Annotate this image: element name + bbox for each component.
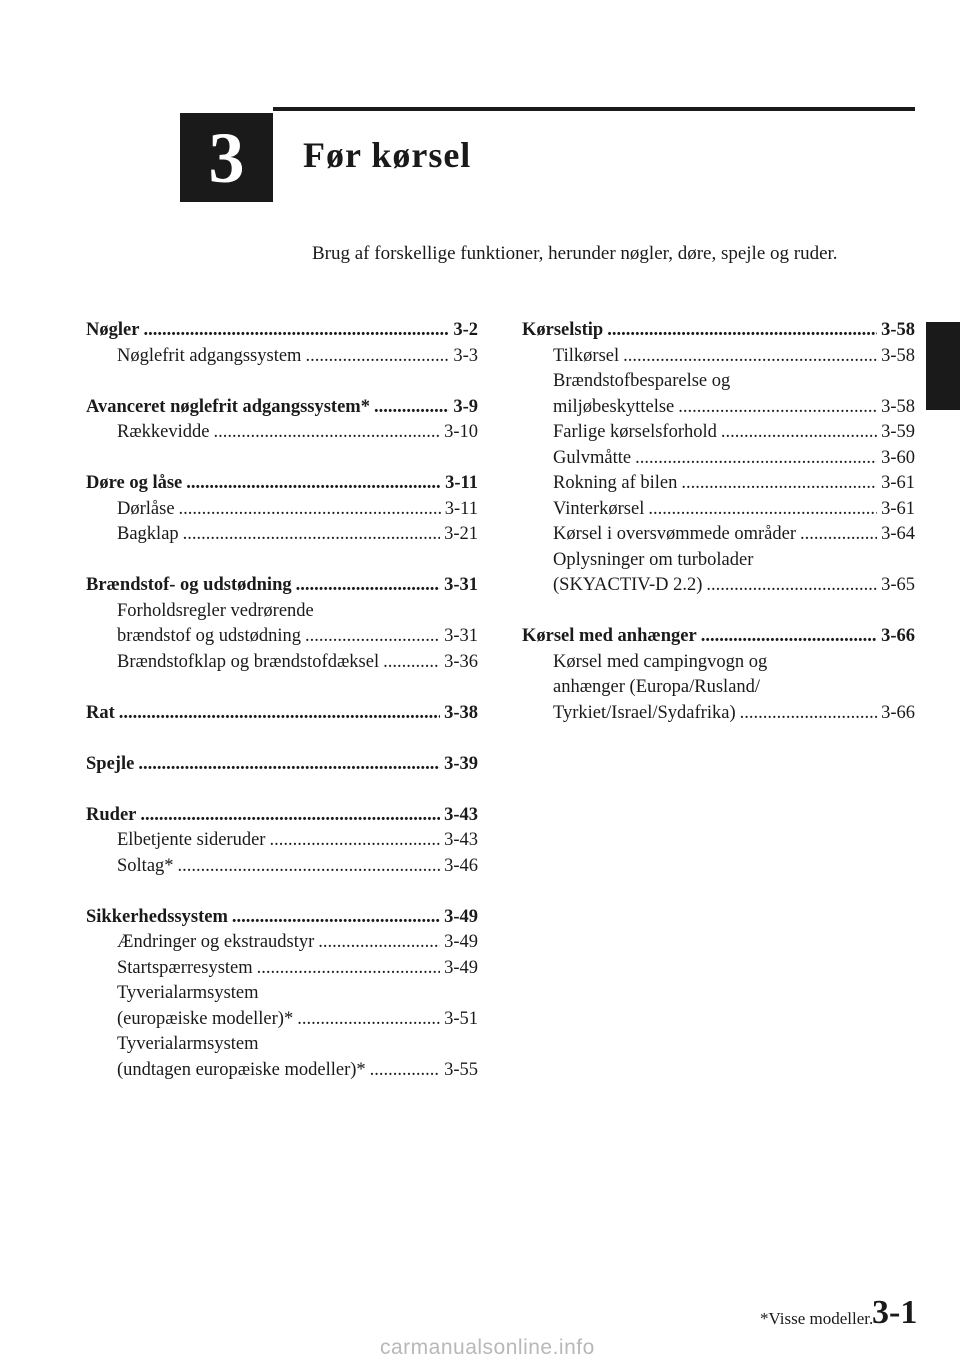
toc-page-number: 3-61: [881, 473, 915, 493]
toc-page-number: 3-55: [444, 1059, 478, 1080]
page-number: 3-1: [872, 1294, 918, 1331]
toc-label: Rækkevidde: [117, 422, 210, 442]
toc-heading[interactable]: [86, 573, 478, 599]
toc-page-number: 3-46: [444, 855, 478, 876]
toc-page-number: 3-11: [445, 473, 478, 493]
toc-page-number: 3-65: [881, 575, 915, 595]
toc-label: brændstof og udstødning: [117, 626, 301, 646]
toc-label: anhænger (Europa/Rusland/: [553, 677, 761, 697]
toc-section: [86, 318, 478, 369]
toc-label: Bagklap: [117, 524, 179, 544]
toc-heading[interactable]: [86, 395, 478, 421]
toc-label: Dørlåse: [117, 498, 175, 519]
toc-entry[interactable]: [86, 1058, 478, 1084]
toc-label: miljøbeskyttelse: [553, 396, 675, 417]
dot-leader: [681, 471, 877, 497]
toc-entry[interactable]: [522, 471, 915, 497]
toc-heading[interactable]: [86, 752, 478, 778]
toc-page-number: 3-3: [453, 345, 478, 366]
dot-leader: [318, 930, 440, 956]
toc-left-column: [86, 318, 478, 1109]
toc-label: (SKYACTIV-D 2.2): [553, 575, 703, 595]
toc-entry[interactable]: [522, 446, 915, 472]
toc-entry[interactable]: [86, 930, 478, 956]
toc-section: [86, 905, 478, 1084]
toc-entry[interactable]: [86, 1007, 478, 1033]
toc-entry[interactable]: [86, 497, 478, 523]
toc-label: Nøglefrit adgangssystem: [117, 345, 302, 366]
dot-leader: [701, 624, 877, 650]
toc-section: [86, 752, 478, 778]
toc-label: Sikkerhedssystem: [86, 906, 228, 927]
toc-label: Tyverialarmsystem: [117, 983, 259, 1003]
toc-page-number: 3-38: [444, 702, 478, 723]
toc-label: Brændstofbesparelse og: [553, 371, 731, 391]
toc-page-number: 3-58: [881, 320, 915, 340]
toc-label: Rat: [86, 702, 115, 723]
toc-entry[interactable]: [86, 828, 478, 854]
toc-heading[interactable]: [86, 701, 478, 727]
dot-leader: [370, 1058, 440, 1084]
toc-page-number: 3-59: [881, 422, 915, 442]
toc-label: Avanceret nøglefrit adgangssystem*: [86, 396, 370, 417]
toc-page-number: 3-58: [881, 396, 915, 417]
dot-leader: [305, 624, 440, 650]
toc-page-number: 3-49: [444, 957, 478, 978]
toc-page-number: 3-60: [881, 447, 915, 468]
toc-label: Tilkørsel: [553, 345, 620, 366]
toc-right-column: [522, 318, 915, 752]
toc-heading[interactable]: [522, 624, 915, 650]
dot-leader: [232, 905, 440, 931]
toc-section: [86, 471, 478, 548]
toc-label: Brændstofklap og brændstofdæksel: [117, 651, 380, 672]
toc-entry[interactable]: [86, 522, 478, 548]
dot-leader: [119, 701, 440, 727]
toc-entry[interactable]: [522, 395, 915, 421]
toc-heading[interactable]: [86, 471, 478, 497]
toc-label: (undtagen europæiske modeller)*: [117, 1059, 366, 1080]
dot-leader: [186, 471, 441, 497]
toc-label: Døre og låse: [86, 473, 183, 493]
toc-label: (europæiske modeller)*: [117, 1008, 294, 1029]
toc-section: [86, 803, 478, 880]
title-rule: [273, 107, 915, 111]
toc-entry[interactable]: [522, 522, 915, 548]
toc-entry: [522, 650, 915, 676]
toc-page-number: 3-31: [444, 626, 478, 646]
toc-page-number: 3-11: [444, 498, 478, 519]
dot-leader: [296, 573, 440, 599]
toc-label: Rokning af bilen: [553, 473, 678, 493]
toc-page-number: 3-36: [444, 651, 478, 672]
toc-entry[interactable]: [86, 650, 478, 676]
toc-label: Kørsel med anhænger: [522, 626, 697, 646]
toc-entry[interactable]: [86, 344, 478, 370]
toc-label: Vinterkørsel: [553, 498, 645, 519]
dot-leader: [143, 318, 449, 344]
toc-page-number: 3-49: [444, 932, 478, 952]
footnote: *Visse modeller.: [760, 1309, 874, 1328]
toc-entry[interactable]: [522, 701, 915, 727]
dot-leader: [623, 344, 877, 370]
chapter-title: Før kørsel: [303, 135, 472, 175]
toc-page-number: 3-10: [444, 422, 478, 442]
dot-leader: [607, 318, 877, 344]
toc-section: [522, 318, 915, 599]
toc-label: Gulvmåtte: [553, 447, 632, 468]
toc-heading[interactable]: [522, 318, 915, 344]
section-side-tab: [926, 322, 960, 410]
toc-label: Spejle: [86, 753, 135, 774]
toc-label: Forholdsregler vedrørende: [117, 600, 314, 621]
toc-entry: [86, 1032, 478, 1058]
toc-page-number: 3-66: [881, 626, 915, 646]
toc-page-number: 3-66: [881, 702, 915, 723]
toc-page-number: 3-49: [444, 906, 478, 927]
dot-leader: [257, 956, 440, 982]
toc-label: Brændstof- og udstødning: [86, 575, 292, 595]
toc-page-number: 3-51: [444, 1008, 478, 1029]
dot-leader: [374, 395, 449, 421]
toc-label: Oplysninger om turbolader: [553, 549, 754, 570]
toc-label: Ruder: [86, 804, 137, 825]
toc-section: [522, 624, 915, 726]
toc-page-number: 3-2: [453, 320, 478, 340]
toc-label: Kørsel i oversvømmede områder: [553, 524, 796, 544]
toc-page-number: 3-21: [444, 524, 478, 544]
toc-label: Ændringer og ekstraudstyr: [117, 932, 315, 952]
toc-page-number: 3-39: [444, 753, 478, 774]
toc-label: Elbetjente sideruder: [117, 830, 266, 850]
toc-heading[interactable]: [86, 318, 478, 344]
chapter-subtitle: Brug af forskellige funktioner, herunder nøgler, døre, spejle og ruder.: [312, 243, 838, 264]
toc-entry: [86, 599, 478, 625]
dot-leader: [138, 752, 440, 778]
watermark-link[interactable]: carmanualsonline.info: [380, 1336, 595, 1359]
toc-entry[interactable]: [522, 497, 915, 523]
toc-page-number: 3-64: [881, 524, 915, 544]
toc-page-number: 3-58: [881, 345, 915, 366]
dot-leader: [721, 420, 877, 446]
toc-section: [86, 395, 478, 446]
toc-entry: [86, 981, 478, 1007]
dot-leader: [179, 497, 441, 523]
toc-label: Kørsel med campingvogn og: [553, 651, 768, 672]
dot-leader: [140, 803, 440, 829]
toc-page-number: 3-61: [881, 498, 915, 519]
dot-leader: [635, 446, 877, 472]
dot-leader: [269, 828, 440, 854]
toc-section: [86, 573, 478, 675]
dot-leader: [740, 701, 877, 727]
toc-label: Soltag*: [117, 855, 174, 876]
toc-label: Nøgler: [86, 320, 140, 340]
dot-leader: [305, 344, 449, 370]
toc-heading[interactable]: [86, 905, 478, 931]
toc-section: [86, 701, 478, 727]
toc-page-number: 3-9: [453, 396, 478, 417]
dot-leader: [214, 420, 441, 446]
dot-leader: [383, 650, 440, 676]
dot-leader: [648, 497, 877, 523]
toc-entry[interactable]: [522, 420, 915, 446]
dot-leader: [297, 1007, 440, 1033]
toc-entry[interactable]: [522, 573, 915, 599]
dot-leader: [183, 522, 440, 548]
toc-page-number: 3-31: [444, 575, 478, 595]
toc-page-number: 3-43: [444, 804, 478, 825]
chapter-number: 3: [208, 117, 245, 198]
toc-label: Farlige kørselsforhold: [553, 422, 717, 442]
toc-heading[interactable]: [86, 803, 478, 829]
toc-entry[interactable]: [86, 420, 478, 446]
toc-entry: [522, 548, 915, 574]
toc-entry[interactable]: [522, 344, 915, 370]
toc-label: Kørselstip: [522, 320, 604, 340]
toc-entry: [522, 675, 915, 701]
toc-page-number: 3-43: [444, 830, 478, 850]
toc-entry[interactable]: [86, 854, 478, 880]
toc-label: Tyrkiet/Israel/Sydafrika): [553, 702, 736, 723]
toc-entry: [522, 369, 915, 395]
dot-leader: [706, 573, 877, 599]
toc-label: Startspærresystem: [117, 957, 253, 978]
toc-entry[interactable]: [86, 956, 478, 982]
dot-leader: [178, 854, 441, 880]
chapter-number-box: [180, 113, 273, 202]
dot-leader: [800, 522, 877, 548]
dot-leader: [678, 395, 877, 421]
toc-entry[interactable]: [86, 624, 478, 650]
toc-label: Tyverialarmsystem: [117, 1034, 259, 1054]
